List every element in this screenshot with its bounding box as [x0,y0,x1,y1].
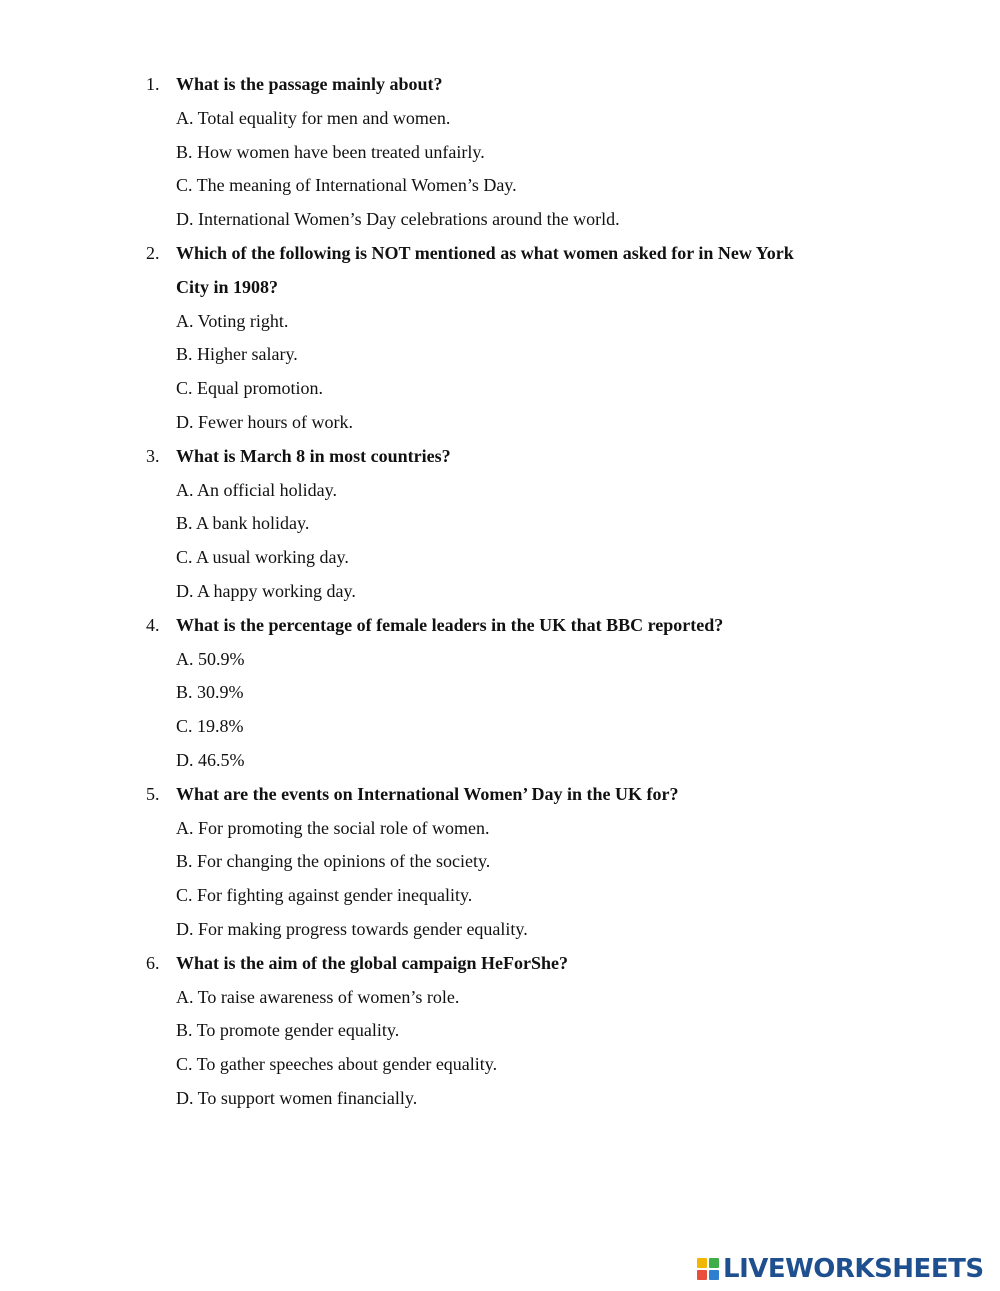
liveworksheets-logo [697,1253,997,1285]
answer-option[interactable]: C. To gather speeches about gender equality. [176,1054,498,1075]
answer-option[interactable]: B. A bank holiday. [176,513,310,534]
answer-option[interactable]: A. For promoting the social role of women. [176,817,490,838]
logo-block [709,1258,719,1268]
answer-option[interactable]: C. For fighting against gender inequality. [176,885,473,906]
brand-name: LIVEWORKSHEETS [723,1254,984,1284]
question-text: What is the percentage of female leaders in the UK that BBC reported? [176,614,724,635]
logo-block [697,1270,707,1280]
answer-option[interactable]: D. 46.5% [176,750,245,770]
question-text: What is the passage mainly about? [176,74,443,94]
answer-option[interactable]: A. Total equality for men and women. [176,107,451,128]
question-number: 5. [146,783,160,804]
answer-option[interactable]: D. Fewer hours of work. [176,412,353,432]
answer-option[interactable]: C. A usual working day. [176,547,349,568]
answer-option[interactable]: A. An official holiday. [176,479,337,500]
logo-block [709,1270,719,1280]
answer-option[interactable]: C. Equal promotion. [176,378,323,399]
logo-blocks-icon [697,1258,719,1280]
answer-option[interactable]: B. Higher salary. [176,344,298,365]
question-number: 1. [146,74,160,94]
answer-option[interactable]: B. How women have been treated unfairly. [176,141,485,162]
question-text: What is the aim of the global campaign HeForShe? [176,952,568,973]
answer-option[interactable]: D. For making progress towards gender equality. [176,919,528,939]
answer-option[interactable]: B. To promote gender equality. [176,1020,400,1041]
question-text: What are the events on International Women’ Day in the UK for? [176,783,679,804]
answer-option[interactable]: B. 30.9% [176,682,244,703]
answer-option[interactable]: A. Voting right. [176,310,289,331]
answer-option[interactable]: A. 50.9% [176,648,245,669]
answer-option[interactable]: B. For changing the opinions of the society. [176,851,491,872]
question-number: 6. [146,952,160,973]
answer-option[interactable]: C. 19.8% [176,716,244,737]
logo-block [697,1258,707,1268]
question-text: Which of the following is NOT mentioned as what women asked for in New York [176,243,794,263]
answer-option[interactable]: D. To support women financially. [176,1088,418,1108]
question-number: 2. [146,243,160,263]
answer-option[interactable]: D. International Women’s Day celebrations around the world. [176,209,620,230]
answer-option[interactable]: C. The meaning of International Women’s Day. [176,175,517,196]
question-number: 3. [146,445,160,466]
question-text: City in 1908? [176,276,279,297]
question-text: What is March 8 in most countries? [176,445,451,466]
question-number: 4. [146,614,160,635]
answer-option[interactable]: A. To raise awareness of women’s role. [176,986,460,1007]
answer-option[interactable]: D. A happy working day. [176,581,356,601]
